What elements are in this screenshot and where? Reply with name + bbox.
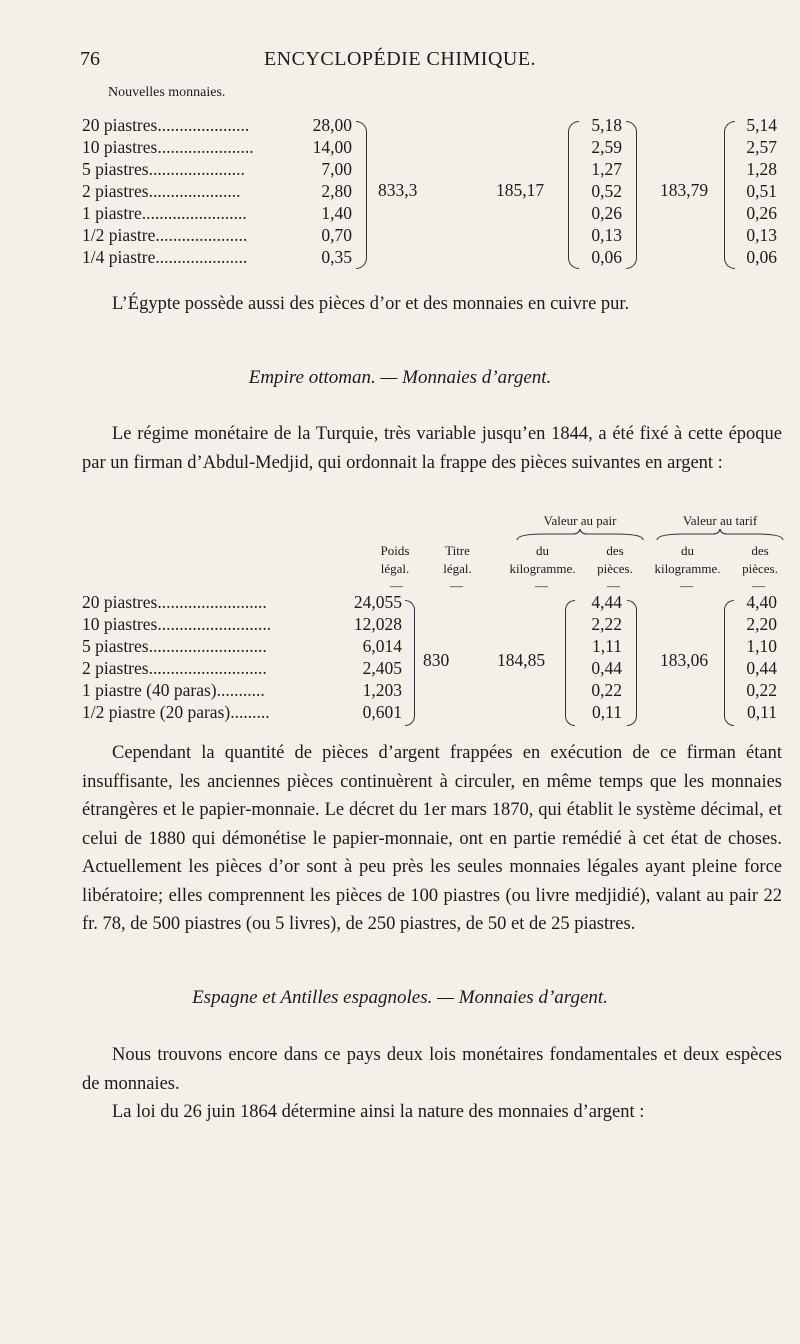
pair-brace bbox=[565, 600, 575, 726]
tarif-piece-value: 0,22 bbox=[746, 680, 777, 700]
table-row bbox=[82, 115, 782, 137]
table-row bbox=[82, 614, 782, 636]
tarif-brace bbox=[724, 600, 734, 726]
header-tarif-du: du bbox=[681, 543, 694, 558]
paragraph-nous: Nous trouvons encore dans ce pays deux lois monétaires fondamentales et deux espèces de monnaies. bbox=[82, 1045, 782, 1094]
header-poids: Poids bbox=[380, 543, 410, 558]
ottoman-coin-table bbox=[0, 512, 800, 742]
coin-label: 1/2 piastre..................... bbox=[82, 225, 248, 245]
paragraph-cependant: Cependant la quantité de pièces d’argent frappées en exécution de ce firman étant insuffisante, les anciennes pièces continuèrent à circuler, en même temps que les monnaies étrangères et le papier-monnaie. Le décret du 1er mars 1870, qui établit le système décimal, et celui de 1880 qui démonétise le papier-monnaie, ont en partie remédié à cet état de choses. Actuellement les pièces d’or sont à peu près les seules monnaies légales ayant pleine force libératoire; elles comprennent les pièces de 100 piastres (ou livre medjidié), valant au pair 22 fr. 78, de 500 piastres (ou 5 livres), de 250 piastres, de 50 et de 25 piastres. bbox=[82, 743, 782, 934]
dash: — bbox=[607, 578, 620, 593]
tarif-piece-value: 0,11 bbox=[747, 702, 777, 722]
pair-piece-value: 1,11 bbox=[592, 636, 622, 656]
pair-piece-value: 0,06 bbox=[591, 247, 622, 267]
section-caption: Nouvelles monnaies. bbox=[108, 85, 226, 100]
tarif-piece-value: 4,40 bbox=[746, 592, 777, 612]
dash: — bbox=[752, 578, 765, 593]
pair-piece-value: 0,11 bbox=[592, 702, 622, 722]
header-tarif-pieces: pièces. bbox=[742, 561, 778, 576]
coin-label: 1 piastre (40 paras)........... bbox=[82, 680, 265, 700]
running-header bbox=[0, 48, 800, 78]
tarif-piece-value: 1,10 bbox=[746, 636, 777, 656]
heading-espagne: Espagne et Antilles espagnoles. — Monnaies d’argent. bbox=[192, 987, 608, 1008]
pair-piece-value: 0,44 bbox=[591, 658, 622, 678]
header-valeur-tarif: Valeur au tarif bbox=[682, 513, 758, 528]
coin-weight: 7,00 bbox=[321, 159, 352, 179]
header-tarif-des: des bbox=[751, 543, 769, 558]
coin-label: 5 piastres........................... bbox=[82, 636, 267, 656]
paragraph-egypt: L’Égypte possède aussi des pièces d’or et des monnaies en cuivre pur. bbox=[112, 294, 630, 314]
dash: — bbox=[680, 578, 693, 593]
pair-piece-value: 2,59 bbox=[591, 137, 622, 157]
tarif-piece-value: 0,51 bbox=[746, 181, 777, 201]
tarif-piece-value: 0,26 bbox=[746, 203, 777, 223]
coin-weight: 24,055 bbox=[353, 592, 402, 612]
dash: — bbox=[450, 578, 463, 593]
pair-close-brace bbox=[626, 121, 637, 269]
table-row bbox=[82, 680, 782, 702]
titre-value: 830 bbox=[423, 650, 450, 670]
tarif-piece-value: 1,28 bbox=[746, 159, 777, 179]
pair-close-brace bbox=[627, 600, 637, 726]
table-row bbox=[82, 592, 782, 614]
header-titre-legal: légal. bbox=[443, 561, 472, 576]
header-braces bbox=[515, 528, 785, 542]
dash: — bbox=[390, 578, 403, 593]
pair-piece-value: 0,22 bbox=[591, 680, 622, 700]
tarif-piece-value: 2,57 bbox=[746, 137, 777, 157]
pair-piece-value: 2,22 bbox=[591, 614, 622, 634]
tarif-kilo-value: 183,79 bbox=[660, 180, 709, 200]
coin-weight: 0,70 bbox=[321, 225, 352, 245]
table-row bbox=[82, 137, 782, 159]
running-title: ENCYCLOPÉDIE CHIMIQUE. bbox=[263, 48, 537, 70]
header-pair-kilogramme: kilogramme. bbox=[509, 561, 576, 576]
coin-weight: 12,028 bbox=[353, 614, 402, 634]
tarif-piece-value: 0,06 bbox=[746, 247, 777, 267]
pair-kilo-value: 184,85 bbox=[497, 650, 546, 670]
pair-brace bbox=[568, 121, 579, 269]
pair-piece-value: 0,52 bbox=[591, 181, 622, 201]
header-pair-du: du bbox=[536, 543, 549, 558]
coin-label: 20 piastres..................... bbox=[82, 115, 250, 135]
pair-kilo-value: 185,17 bbox=[496, 180, 545, 200]
dash: — bbox=[535, 578, 548, 593]
header-poids-legal: légal. bbox=[380, 561, 410, 576]
coin-weight: 2,80 bbox=[321, 181, 352, 201]
coin-weight: 6,014 bbox=[362, 636, 402, 656]
tarif-piece-value: 2,20 bbox=[746, 614, 777, 634]
coin-label: 1/4 piastre..................... bbox=[82, 247, 248, 267]
header-titre: Titre bbox=[445, 543, 470, 558]
coin-weight: 2,405 bbox=[362, 658, 402, 678]
table-row bbox=[82, 159, 782, 181]
coin-label: 10 piastres...................... bbox=[82, 137, 254, 157]
table-row bbox=[82, 203, 782, 225]
coin-weight: 0,601 bbox=[362, 702, 402, 722]
coin-weight: 1,203 bbox=[362, 680, 402, 700]
heading-ottoman: Empire ottoman. — Monnaies d’argent. bbox=[248, 367, 552, 388]
coin-label: 2 piastres..................... bbox=[82, 181, 241, 201]
paragraph-loi: La loi du 26 juin 1864 détermine ainsi la nature des monnaies d’argent : bbox=[112, 1102, 645, 1122]
coin-label: 20 piastres......................... bbox=[82, 592, 267, 612]
header-pair-pieces: pièces. bbox=[597, 561, 633, 576]
coin-weight: 1,40 bbox=[321, 203, 352, 223]
coin-label: 1/2 piastre (20 paras)......... bbox=[82, 702, 270, 722]
pair-piece-value: 1,27 bbox=[591, 159, 622, 179]
table-row bbox=[82, 247, 782, 269]
tarif-brace bbox=[724, 121, 735, 269]
coin-weight: 14,00 bbox=[312, 137, 352, 157]
tarif-piece-value: 5,14 bbox=[746, 115, 777, 135]
page-number: 76 bbox=[80, 48, 100, 70]
pair-piece-value: 5,18 bbox=[591, 115, 622, 135]
header-valeur-pair: Valeur au pair bbox=[543, 513, 617, 528]
pair-piece-value: 0,26 bbox=[591, 203, 622, 223]
pair-piece-value: 0,13 bbox=[591, 225, 622, 245]
pair-piece-value: 4,44 bbox=[591, 592, 622, 612]
weight-brace bbox=[405, 600, 415, 726]
tarif-kilo-value: 183,06 bbox=[660, 650, 709, 670]
coin-label: 2 piastres........................... bbox=[82, 658, 267, 678]
coin-weight: 0,35 bbox=[321, 247, 352, 267]
coin-label: 5 piastres...................... bbox=[82, 159, 245, 179]
table-row bbox=[82, 225, 782, 247]
tarif-piece-value: 0,13 bbox=[746, 225, 777, 245]
titre-value: 833,3 bbox=[378, 180, 418, 200]
header-pair-des: des bbox=[606, 543, 624, 558]
coin-label: 1 piastre........................ bbox=[82, 203, 247, 223]
tarif-piece-value: 0,44 bbox=[746, 658, 777, 678]
coin-weight: 28,00 bbox=[312, 115, 352, 135]
weight-brace bbox=[356, 121, 367, 269]
egypt-coin-table bbox=[0, 115, 800, 290]
table-row bbox=[82, 702, 782, 724]
coin-label: 10 piastres.......................... bbox=[82, 614, 272, 634]
paragraph-ottoman: Le régime monétaire de la Turquie, très variable jusqu’en 1844, a été fixé à cette époque par un firman d’Abdul-Medjid, qui ordonnait la frappe des pièces suivantes en argent : bbox=[82, 424, 782, 473]
header-tarif-kilogramme: kilogramme. bbox=[654, 561, 721, 576]
